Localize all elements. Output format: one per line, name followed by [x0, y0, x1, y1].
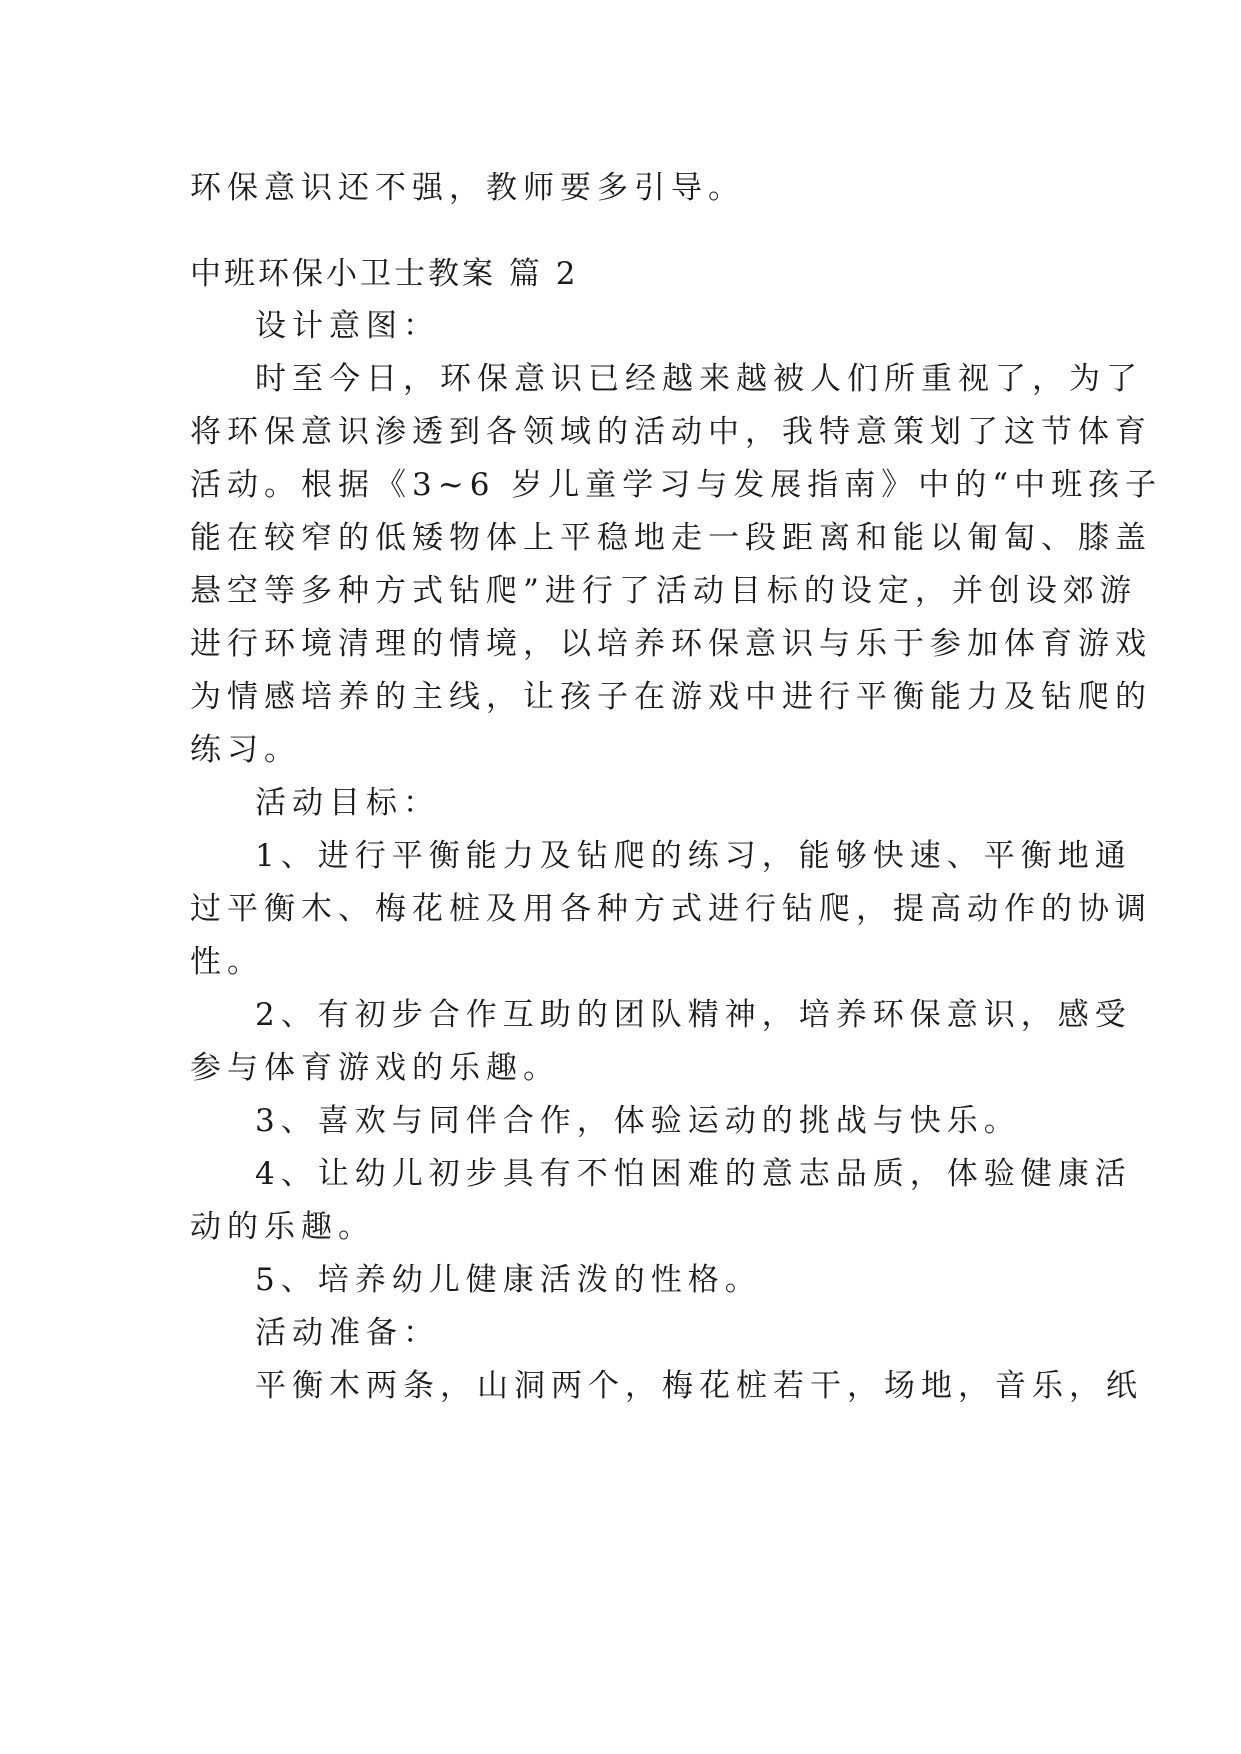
- text-line: 平衡木两条，山洞两个，梅花桩若干，场地，音乐，纸: [255, 1368, 1143, 1404]
- section-title: 中班环保小卫士教案 篇 2: [190, 256, 579, 292]
- text-line: 时至今日，环保意识已经越来越被人们所重视了，为了: [255, 361, 1143, 397]
- text-line: 能在较窄的低矮物体上平稳地走一段距离和能以匍匐、膝盖: [190, 520, 1152, 556]
- text-line: 参与体育游戏的乐趣。: [190, 1050, 560, 1086]
- text-line: 2、有初步合作互助的团队精神，培养环保意识，感受: [255, 997, 1132, 1033]
- text-line: 环保意识还不强，教师要多引导。: [190, 170, 745, 206]
- text-line: 动的乐趣。: [190, 1209, 375, 1245]
- text-line: 为情感培养的主线，让孩子在游戏中进行平衡能力及钻爬的: [190, 679, 1152, 715]
- text-line: 1、进行平衡能力及钻爬的练习，能够快速、平衡地通: [255, 838, 1132, 874]
- text-line: 过平衡木、梅花桩及用各种方式进行钻爬，提高动作的协调: [190, 891, 1152, 927]
- text-line: 4、让幼儿初步具有不怕困难的意志品质，体验健康活: [255, 1156, 1132, 1192]
- text-line: 悬空等多种方式钻爬”进行了活动目标的设定，并创设郊游: [190, 573, 1137, 609]
- text-line: 性。: [190, 944, 264, 980]
- text-line: 活动。根据《3~6 岁儿童学习与发展指南》中的“中班孩子: [190, 467, 1163, 503]
- text-line: 将环保意识渗透到各领域的活动中，我特意策划了这节体育: [190, 414, 1152, 450]
- text-line: 进行环境清理的情境，以培养环保意识与乐于参加体育游戏: [190, 626, 1152, 662]
- section-heading: 设计意图：: [255, 308, 440, 344]
- text-line: 3、喜欢与同伴合作，体验运动的挑战与快乐。: [255, 1103, 1021, 1139]
- text-line: 练习。: [190, 732, 301, 768]
- section-heading: 活动目标：: [255, 785, 440, 821]
- text-line: 5、培养幼儿健康活泼的性格。: [255, 1262, 762, 1298]
- section-heading: 活动准备：: [255, 1315, 440, 1351]
